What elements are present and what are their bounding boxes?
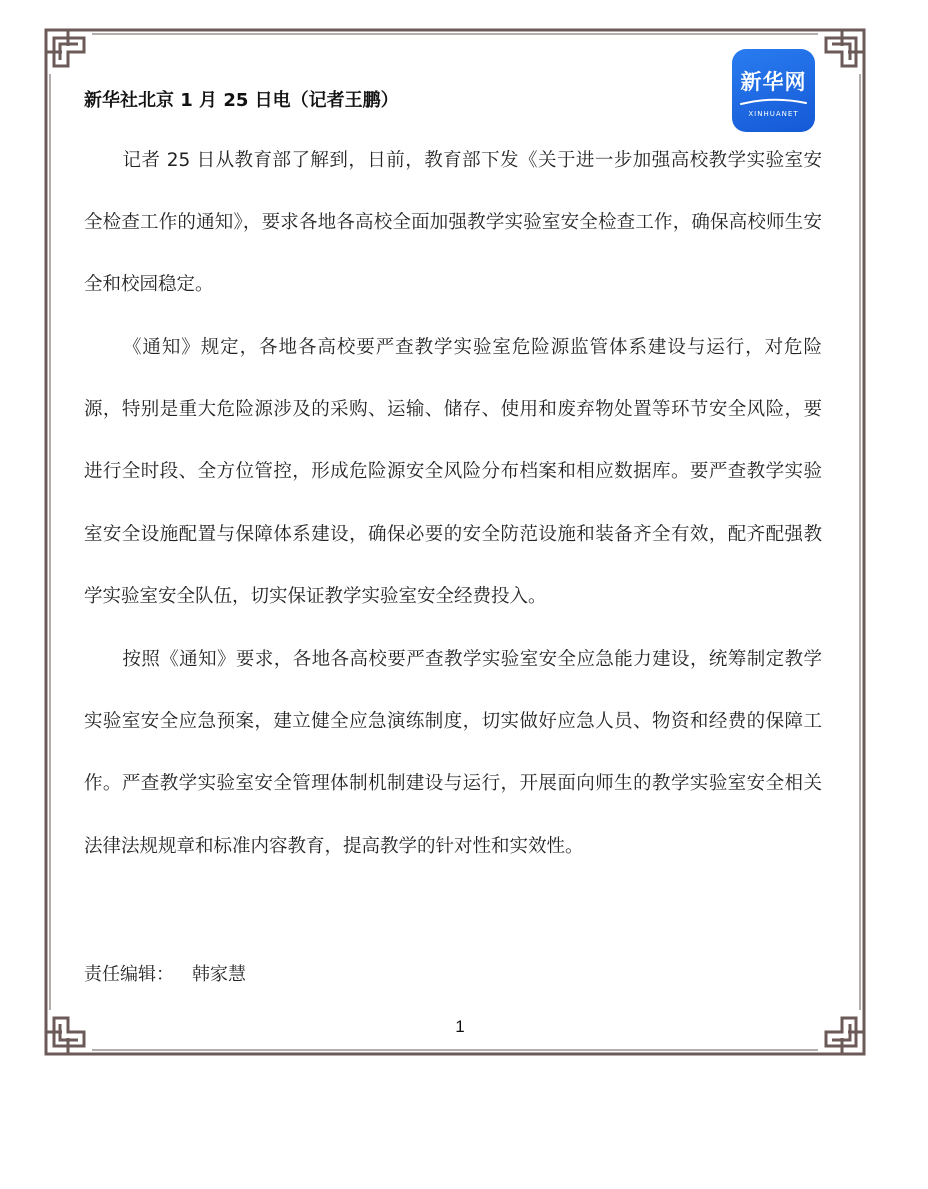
paragraph-text: 记者 25 日从教育部了解到，日前，教育部下发《关于进一步加强高校教学实验室安全检查工作的通知》，要求各地各高校全面加强教学实验室安全检查工作，确保高校师生安全和校园稳定。 (84, 150, 822, 296)
article-dateline: 新华社北京 1 月 25 日电（记者王鹏） (84, 90, 399, 111)
article-paragraph (84, 317, 822, 628)
paragraph-text: 按照《通知》要求，各地各高校要严查教学实验室安全应急能力建设，统筹制定教学实验室安全应急预案，建立健全应急演练制度，切实做好应急人员、物资和经费的保障工作。严查教学实验室安全管理体制机制建设与运行，开展面向师生的教学实验室安全相关法律法规规章和标准内容教育，提高教学的针对性和实效性。 (84, 649, 822, 857)
xinhuanet-logo (732, 49, 815, 132)
paragraph-text: 《通知》规定，各地各高校要严查教学实验室危险源监管体系建设与运行，对危险源，特别是重大危险源涉及的采购、运输、储存、使用和废弃物处置等环节安全风险，要进行全时段、全方位管控，形成危险源安全风险分布档案和相应数据库。要严查教学实验室安全设施配置与保障体系建设，确保必要的安全防范设施和装备齐全有效，配齐配强教学实验室安全队伍，切实保证教学实验室安全经费投入。 (84, 337, 822, 607)
logo-text: 新华网 (740, 70, 807, 94)
responsible-editor (84, 960, 246, 986)
editor-name: 韩家慧 (192, 964, 246, 985)
article-paragraph (84, 629, 822, 878)
editor-label: 责任编辑： (84, 964, 174, 985)
article-paragraph (84, 130, 822, 317)
logo-subtext: XINHUANET (748, 110, 799, 118)
page-number: 1 (455, 1017, 465, 1036)
logo-swoosh-icon (740, 98, 807, 106)
